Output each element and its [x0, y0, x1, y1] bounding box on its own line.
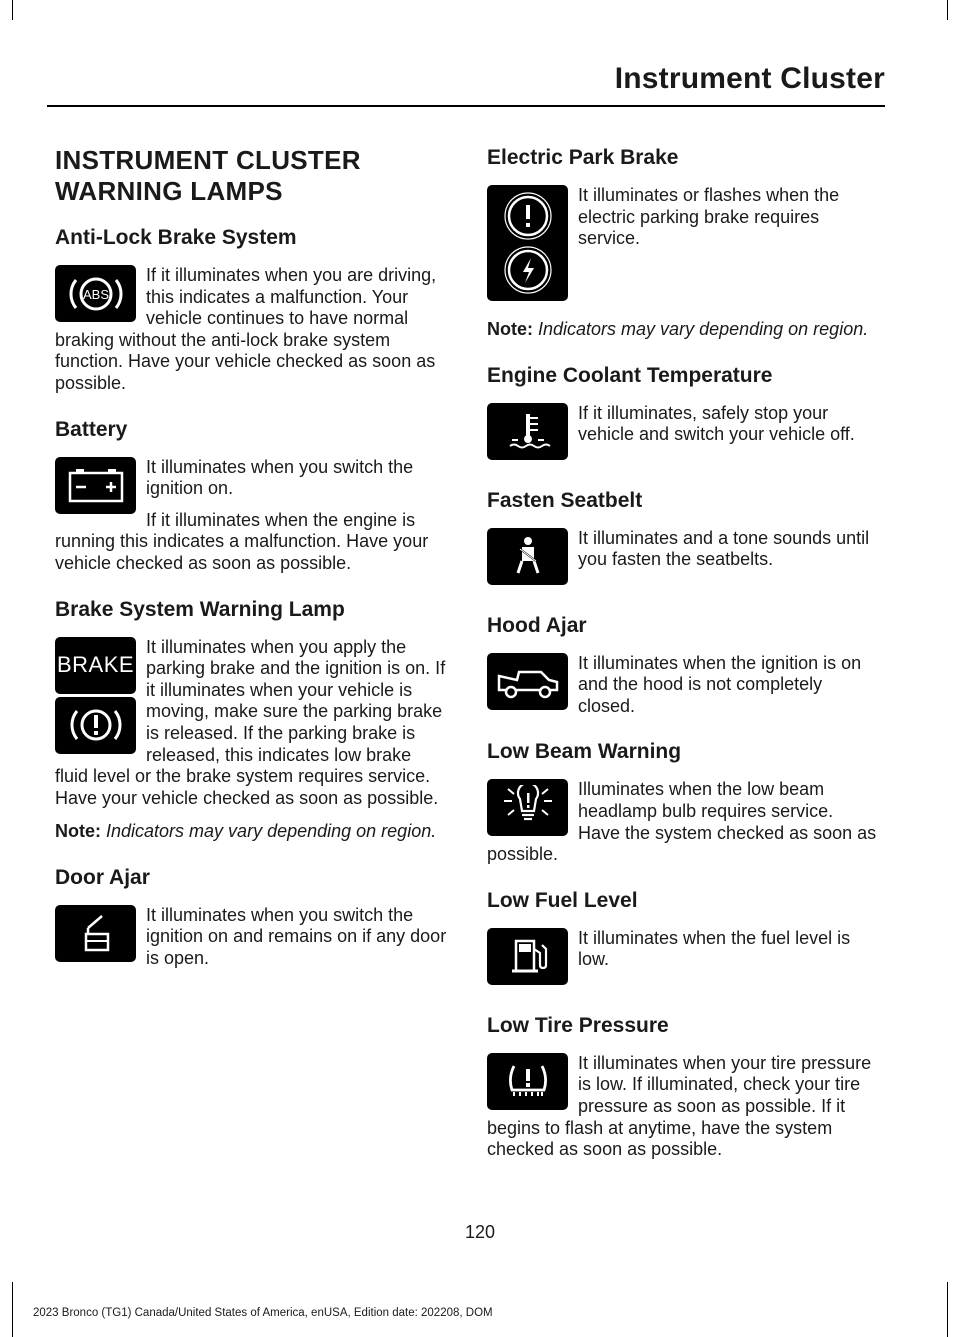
section-abs [55, 225, 447, 395]
section-text-lowbeam: Illuminates when the low beam headlamp bulb requires service. Have the system checked as soon as possible. [487, 779, 877, 865]
note-brake [55, 821, 447, 843]
section-epb [487, 145, 879, 341]
crop-mark [12, 1282, 13, 1337]
section-lowbeam [487, 739, 879, 865]
section-title-lowbeam: Low Beam Warning [487, 740, 682, 764]
crop-mark [947, 0, 948, 20]
abs-icon [55, 265, 136, 322]
svg-text:ABS: ABS [82, 286, 109, 302]
section-text-hood: It illuminates when the ignition is on and the hood is not completely closed. [578, 652, 862, 716]
section-title-hood: Hood Ajar [487, 613, 587, 637]
section-title-coolant: Engine Coolant Temperature [487, 363, 773, 387]
crop-mark [947, 1282, 948, 1337]
section-title-fuel: Low Fuel Level [487, 888, 638, 912]
section-fuel [487, 888, 879, 991]
section-door [55, 865, 447, 970]
section-text-brake: It illuminates when you apply the parking brake and the ignition is on. If it illuminates when your vehicle is moving, make sure the parking brake is released. If the parking brake is released, this indicates low brake fluid level or the brake system requires service. Have your vehicle checked as soon as possible. [55, 636, 446, 808]
section-title-epb: Electric Park Brake [487, 146, 679, 169]
note-text: Indicators may vary depending on region. [106, 821, 437, 842]
brake-icons [55, 637, 136, 757]
low-fuel-icon [487, 928, 568, 985]
battery-icon [55, 457, 136, 514]
section-text-coolant: If it illuminates, safely stop your vehicle and switch your vehicle off. [578, 402, 855, 445]
note-label: Note: [487, 319, 533, 339]
section-text-battery-1: It illuminates when you switch the ignition on. [146, 456, 414, 499]
left-column [55, 145, 447, 992]
low-beam-warning-icon [487, 779, 568, 836]
brake-icon-label: BRAKE [56, 652, 135, 678]
right-column [487, 145, 879, 1183]
low-tire-pressure-icon [487, 1053, 568, 1110]
brake-text-icon [55, 637, 136, 694]
section-title-abs: Anti-Lock Brake System [55, 226, 297, 249]
brake-warning-icon [55, 697, 136, 754]
section-text-battery-2: If it illuminates when the engine is running this indicates a malfunction. Have your vehicle checked as soon as possible. [55, 509, 429, 573]
section-title-seatbelt: Fasten Seatbelt [487, 488, 643, 512]
hood-ajar-icon [487, 653, 568, 710]
note-label: Note: [55, 821, 101, 842]
section-text-abs: If it illuminates when you are driving, this indicates a malfunction. Your vehicle continues to have normal braking without the anti-lock brake system function. Have your vehicle checked as soon as possible. [55, 265, 437, 393]
section-text-fuel: It illuminates when the fuel level is low. [578, 927, 851, 970]
page-number: 120 [464, 1222, 496, 1242]
door-ajar-icon [55, 905, 136, 962]
coolant-temperature-icon [487, 403, 568, 460]
section-title-brake: Brake System Warning Lamp [55, 597, 345, 621]
section-title-tire: Low Tire Pressure [487, 1013, 669, 1037]
footer-text: 2023 Bronco (TG1) Canada/United States of America, enUSA, Edition date: 202208, DOM [33, 1307, 493, 1319]
crop-mark [12, 0, 13, 20]
section-coolant [487, 363, 879, 466]
electric-park-brake-icon [487, 185, 568, 301]
section-text-seatbelt: It illuminates and a tone sounds until you fasten the seatbelts. [578, 527, 870, 570]
section-battery [55, 417, 447, 575]
section-tire [487, 1013, 879, 1161]
section-seatbelt [487, 488, 879, 591]
section-text-tire: It illuminates when your tire pressure is low. If illuminated, check your tire pressure as soon as possible. If it begins to flash at anytime, have the system checked as soon as possible. [487, 1052, 872, 1160]
section-brake [55, 597, 447, 843]
page-header-title: Instrument Cluster [614, 62, 885, 95]
section-hood [487, 613, 879, 718]
main-title: INSTRUMENT CLUSTER WARNING LAMPS [55, 145, 361, 206]
note-epb [487, 319, 879, 341]
section-title-door: Door Ajar [55, 865, 150, 889]
seatbelt-icon [487, 528, 568, 585]
header-divider [47, 105, 885, 107]
section-text-epb: It illuminates or flashes when the electric parking brake requires service. [578, 185, 840, 249]
section-title-battery: Battery [55, 417, 128, 441]
note-text: Indicators may vary depending on region. [538, 319, 869, 339]
section-text-door: It illuminates when you switch the ignition on and remains on if any door is open. [146, 904, 447, 969]
